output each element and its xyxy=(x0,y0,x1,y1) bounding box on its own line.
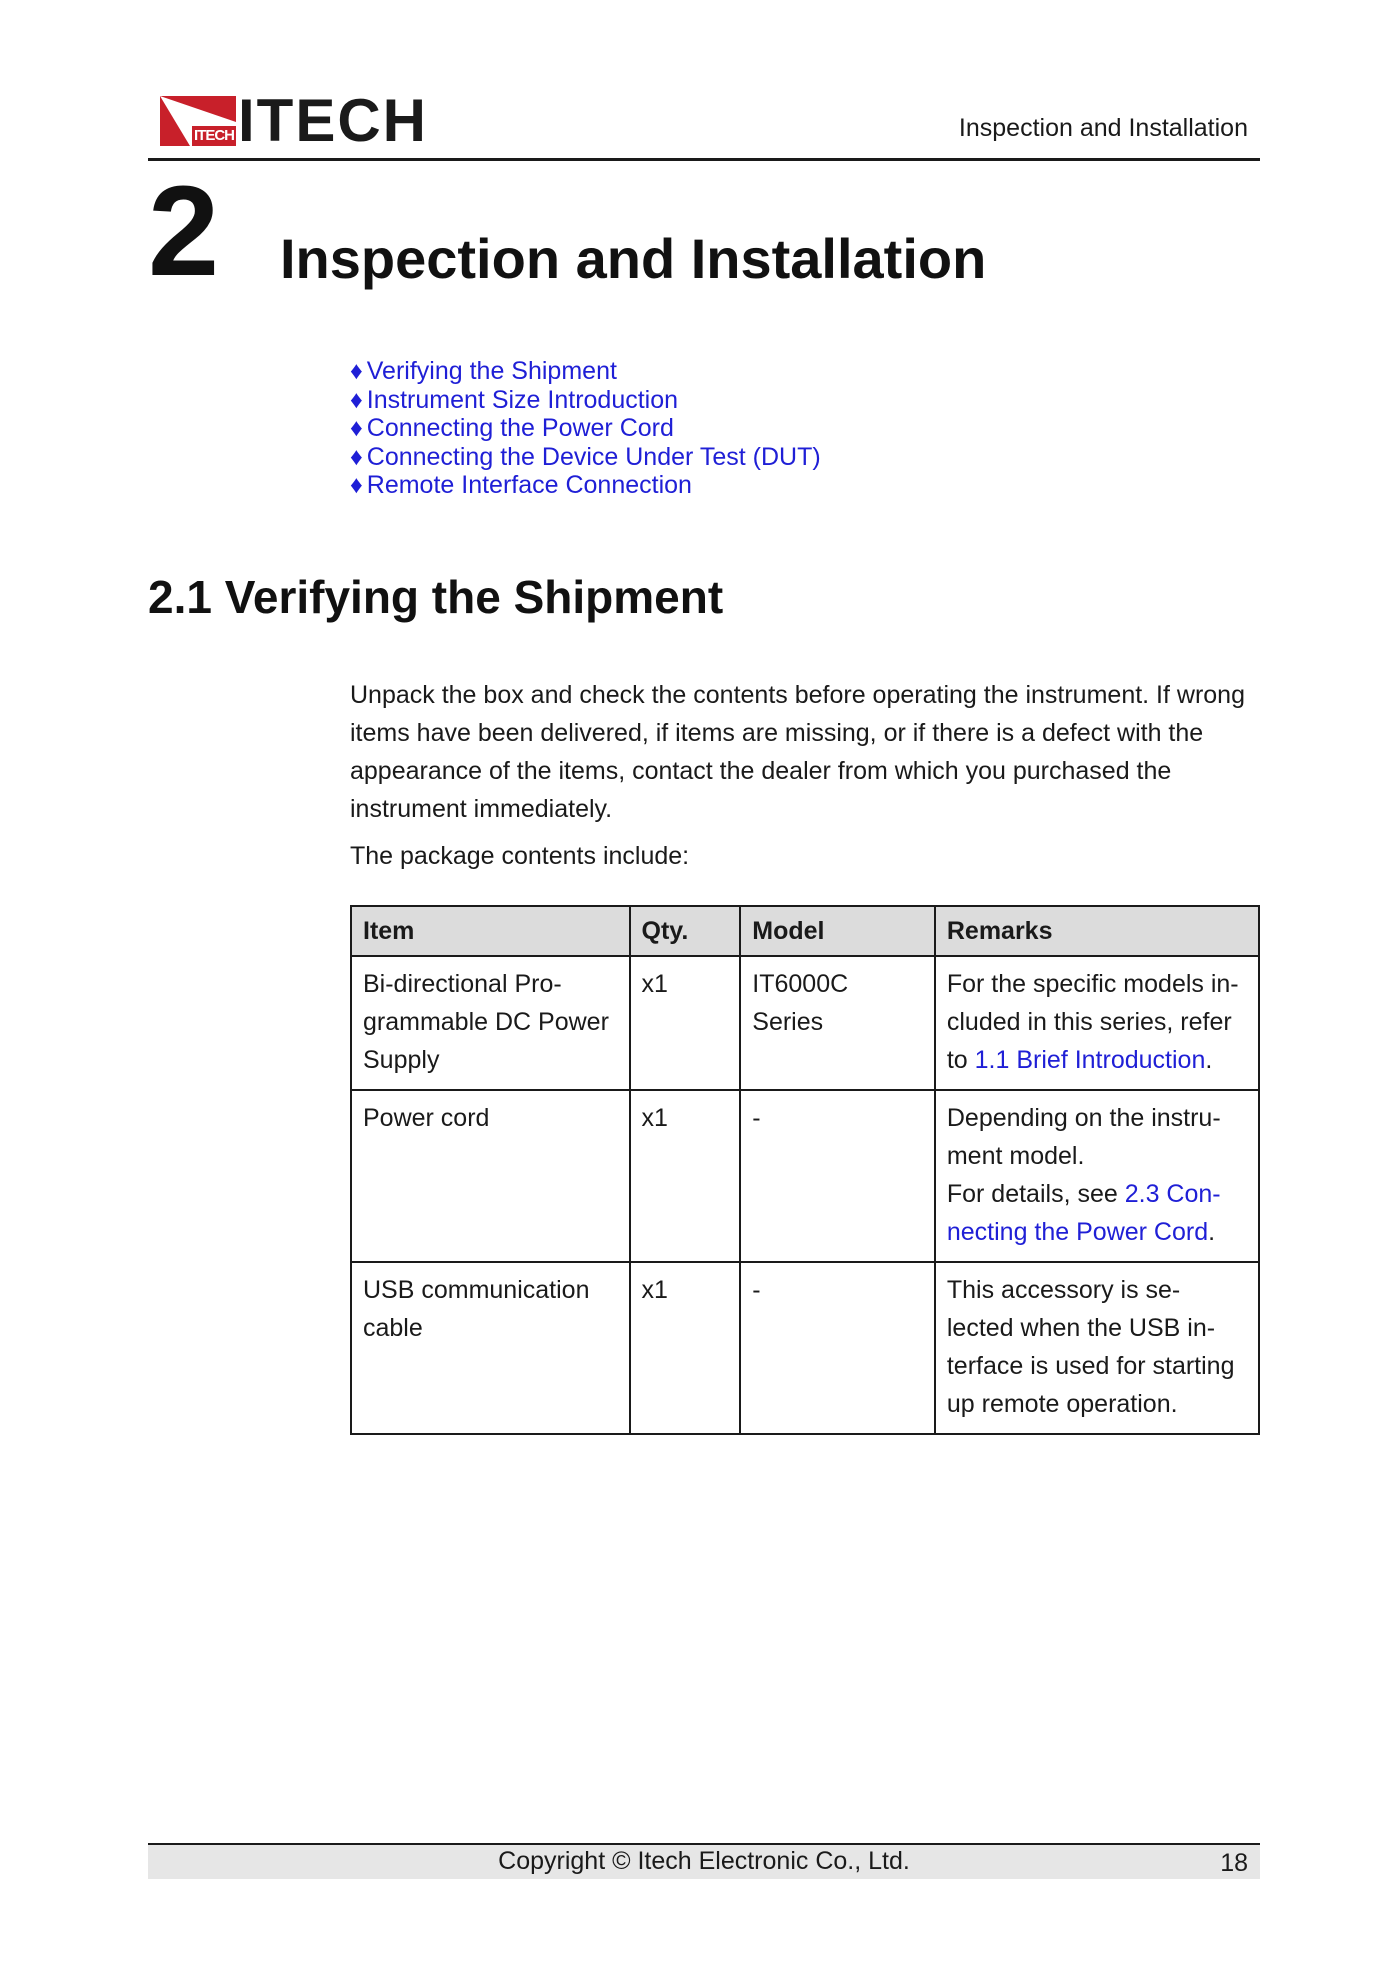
cell-remarks: Depending on the instru- ment model. For details, see 2.3 Con- necting the Power Cord. xyxy=(935,1090,1259,1262)
toc-link-dut[interactable]: ♦ Connecting the Device Under Test (DUT) xyxy=(350,442,821,471)
logo-badge-icon xyxy=(160,96,236,146)
copyright-text: Copyright © Itech Electronic Co., Ltd. xyxy=(498,1847,910,1875)
page-footer xyxy=(148,1843,1260,1879)
column-header-item: Item xyxy=(351,906,630,956)
diamond-bullet-icon: ♦ xyxy=(350,414,363,442)
table-header-row xyxy=(351,906,1259,956)
itech-logo xyxy=(160,87,428,154)
cell-qty: x1 xyxy=(630,1262,741,1434)
link-brief-introduction[interactable]: 1.1 Brief Introduction xyxy=(974,1046,1206,1074)
page-header xyxy=(148,87,1260,161)
cell-remarks: For the specific models in- cluded in this series, refer to 1.1 Brief Introduction. xyxy=(935,956,1259,1090)
page-number: 18 xyxy=(1220,1849,1248,1877)
diamond-bullet-icon: ♦ xyxy=(350,357,363,385)
diamond-bullet-icon: ♦ xyxy=(350,471,363,499)
chapter-number: 2 xyxy=(148,160,220,303)
toc-link-instrument-size[interactable]: ♦ Instrument Size Introduction xyxy=(350,385,679,414)
diamond-bullet-icon: ♦ xyxy=(350,385,363,414)
column-header-model: Model xyxy=(740,906,935,956)
column-header-qty: Qty. xyxy=(630,906,741,956)
package-contents-table xyxy=(350,905,1260,1435)
link-connecting-power-cord[interactable]: 2.3 Con- necting the Power Cord xyxy=(946,1180,1221,1246)
package-intro: The package contents include: xyxy=(350,842,690,870)
cell-model: IT6000C Series xyxy=(740,956,935,1090)
logo-badge-text: ITECH xyxy=(194,127,234,144)
cell-item: Bi-directional Pro- grammable DC Power Supply xyxy=(351,956,630,1090)
toc-link-remote-interface[interactable]: ♦ Remote Interface Connection xyxy=(350,471,692,499)
diamond-bullet-icon: ♦ xyxy=(350,442,363,471)
column-header-remarks: Remarks xyxy=(935,906,1259,956)
chapter-toc xyxy=(350,357,821,500)
section-paragraph: Unpack the box and check the contents before operating the instrument. If wrong items have been delivered, if items are missing, or if there is a defect with the appearance of the items, contact the dealer from which you purchased the instrument immediately. xyxy=(350,681,1245,823)
cell-item: USB communication cable xyxy=(351,1262,630,1434)
cell-model: - xyxy=(740,1262,935,1434)
cell-qty: x1 xyxy=(630,1090,741,1262)
chapter-title: Inspection and Installation xyxy=(280,227,987,290)
running-title: Inspection and Installation xyxy=(958,114,1248,142)
table-row xyxy=(351,956,1259,1090)
toc-link-power-cord[interactable]: ♦ Connecting the Power Cord xyxy=(350,414,674,442)
section-title: 2.1 Verifying the Shipment xyxy=(148,571,724,623)
table-row xyxy=(351,1090,1259,1262)
toc-link-verifying-shipment[interactable]: ♦ Verifying the Shipment xyxy=(350,357,617,385)
cell-item: Power cord xyxy=(351,1090,630,1262)
logo-wordmark: ITECH xyxy=(238,87,428,154)
cell-remarks: This accessory is se- lected when the USB in- terface is used for starting up remote operation. xyxy=(935,1262,1259,1434)
table-row xyxy=(351,1262,1259,1434)
cell-model: - xyxy=(740,1090,935,1262)
cell-qty: x1 xyxy=(630,956,741,1090)
